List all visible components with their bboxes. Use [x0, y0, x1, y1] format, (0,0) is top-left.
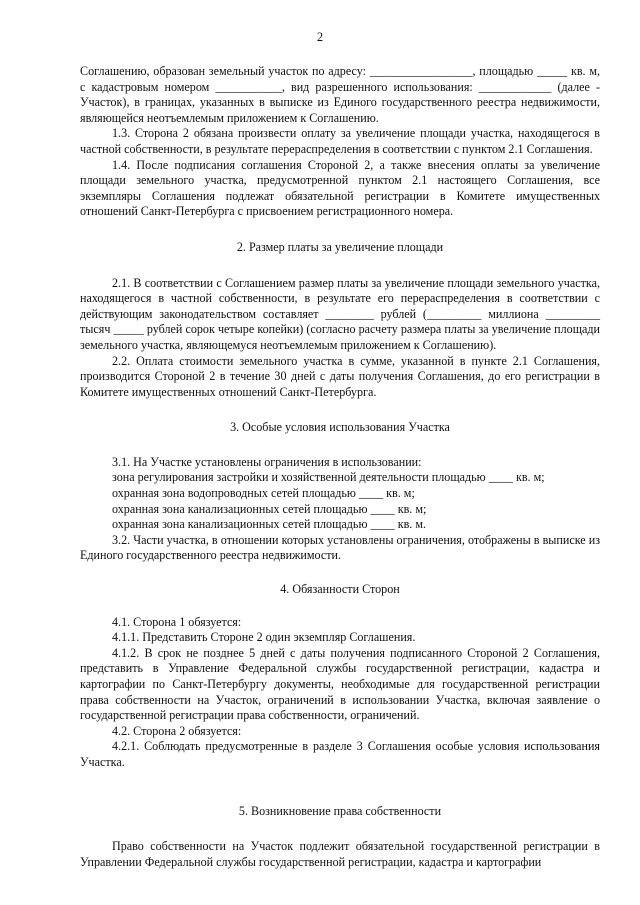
section-5-heading: 5. Возникновение права собственности	[238, 803, 442, 818]
paragraph-5: Право собственности на Участок подлежит обязательной государственной регистрации в Управлении Федеральной службы государственной регистрации, кадастра и картографии	[80, 839, 600, 869]
page-number: 2	[316, 30, 324, 44]
paragraph-4-1-2: 4.1.2. В срок не позднее 5 дней с даты получения подписанного Стороной 2 Соглашения, представить в Управление Федеральной службы государственной регистрации, кадастра и картографии по Санкт-Петербургу документы, необходимые для государственной регистрации права собственности на Участок, ограничений в использовании Участка, включая заявление о государственной регистрации права собственности, ограничений.	[80, 645, 600, 723]
restriction-item: охранная зона канализационных сетей площадью ____ кв. м.	[112, 517, 427, 532]
paragraph-3-1: 3.1. На Участке установлены ограничения в использовании:	[112, 454, 422, 469]
restriction-item: зона регулирования застройки и хозяйственной деятельности площадью ____ кв. м;	[112, 470, 545, 485]
paragraph-4-2-1: 4.2.1. Соблюдать предусмотренные в разделе 3 Соглашения особые условия использования Участка.	[80, 739, 600, 769]
paragraph-4-1: 4.1. Сторона 1 обязуется:	[112, 614, 242, 629]
paragraph-2-1: 2.1. В соответствии с Соглашением размер платы за увеличение площади земельного участка, находящегося в частной собственности, в результате его перераспределения в соответствии с действующим законодательством составляет ________ рублей (_________ миллиона _________ тысяч _____ рублей сорок четыре копейки) (согласно расчету размера платы за увеличение площади земельного участка, являющемуся неотъемлемым приложением к Соглашению).	[80, 275, 600, 352]
paragraph-1-3: 1.3. Сторона 2 обязана произвести оплату за увеличение площади участка, находящегося в частной собственности, в результате перераспределения в соответствии с пунктом 2.1 Соглашения.	[80, 126, 600, 156]
restriction-item: охранная зона канализационных сетей площадью ____ кв. м;	[112, 501, 427, 516]
paragraph-2-2: 2.2. Оплата стоимости земельного участка в сумме, указанной в пункте 2.1 Соглашения, производится Стороной 2 в течение 30 дней с даты получения Соглашения, до его регистрации в Комитете имущественных отношений Санкт-Петербурга.	[80, 353, 600, 399]
section-2-heading: 2. Размер платы за увеличение площади	[236, 239, 444, 254]
paragraph-4-1-1: 4.1.1. Представить Стороне 2 один экземпляр Соглашения.	[112, 630, 416, 645]
restriction-item: охранная зона водопроводных сетей площадью ____ кв. м;	[112, 486, 415, 501]
section-3-heading: 3. Особые условия использования Участка	[230, 420, 450, 435]
paragraph-3-2: 3.2. Части участка, в отношении которых установлены ограничения, отображены в выписке из Единого государственного реестра недвижимости.	[80, 532, 600, 563]
paragraph-1-4: 1.4. После подписания соглашения Стороной 2, а также внесения оплаты за увеличение площади земельного участка, предусмотренной пунктом 2.1 настоящего Соглашения, все экземпляры Соглашения подлежат обязательной регистрации в Комитете имущественных отношений Санкт-Петербурга с присвоением регистрационного номера.	[80, 157, 600, 219]
document-body	[80, 64, 600, 870]
paragraph-4-2: 4.2. Сторона 2 обязуется:	[112, 723, 242, 738]
section-4-heading: 4. Обязанности Сторон	[280, 582, 400, 597]
paragraph-1-2-continuation: Соглашению, образован земельный участок по адресу: _________________, площадью _____ кв. м, с кадастровым номером ___________, вид разрешенного использования: ____________ (далее - Участок), в границах, указанных в выписке из Единого государственного реестра недвижимости, являющейся неотъемлемым приложением к Соглашению.	[80, 64, 600, 125]
